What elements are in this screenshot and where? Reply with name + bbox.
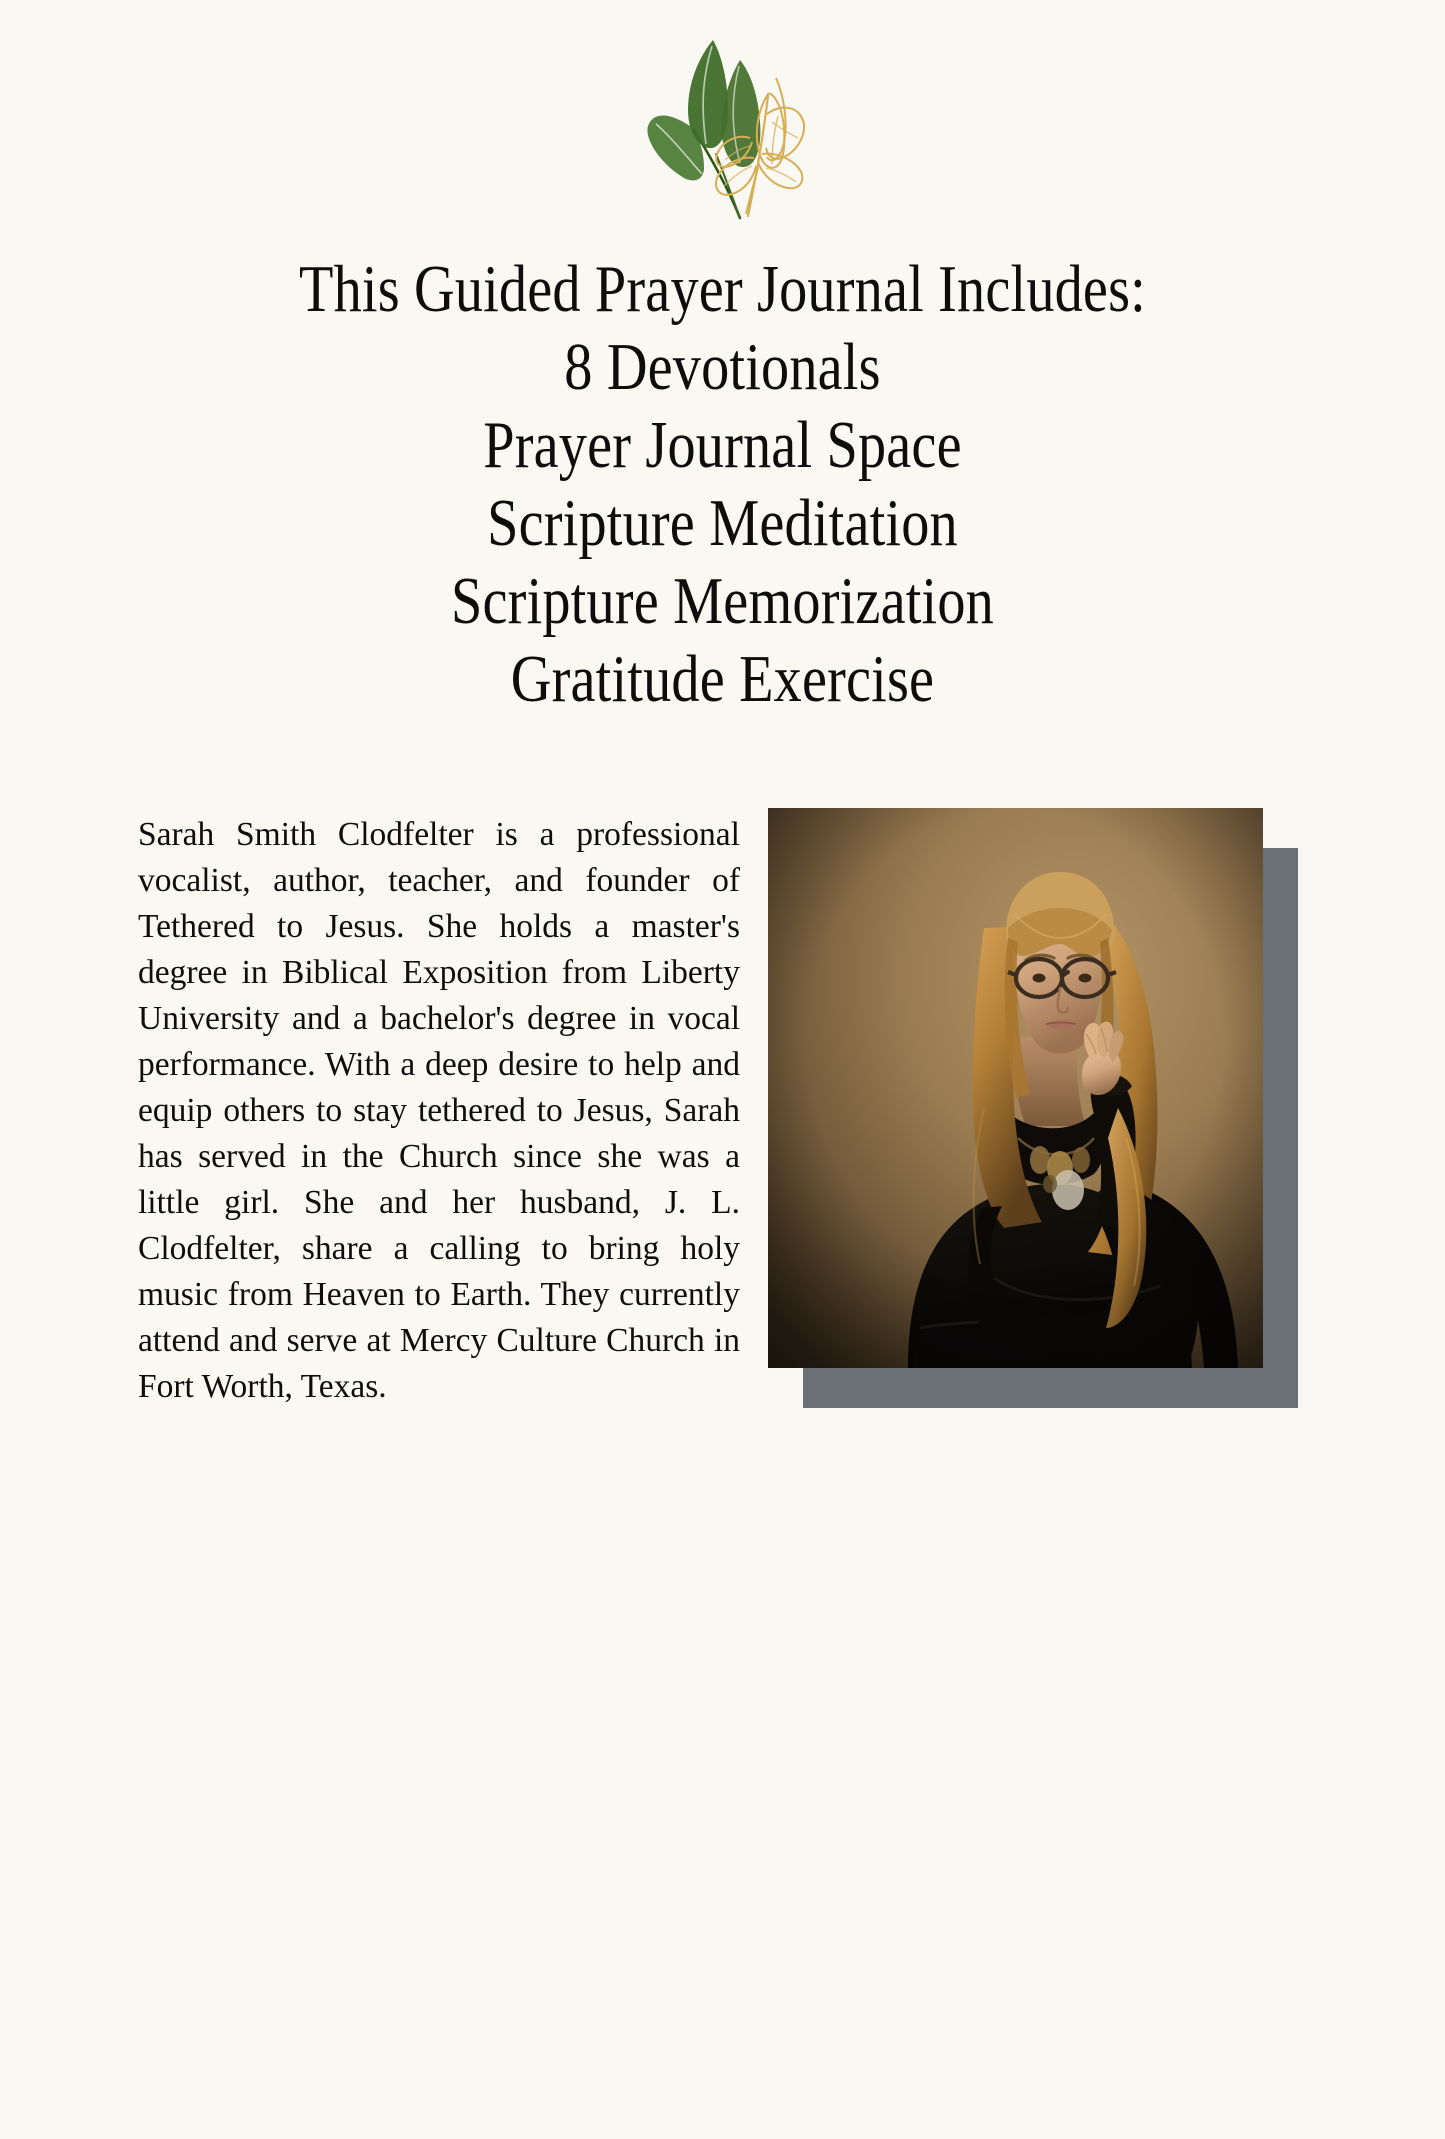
portrait-block xyxy=(768,808,1298,1428)
author-bio-text: Sarah Smith Clodfelter is a professional vocalist, author, teacher, and founder of Tethered to Jesus. She holds a master's degree in Biblical Exposition from Liberty University and a bachelor's degree in vocal performance. With a deep desire to help and equip others to stay tethered to Jesus, Sarah has served in the Church since she was a little girl. She and her husband, J. L. Clodfelter, share a calling to bring holy music from Heaven to Earth. They currently attend and serve at Mercy Culture Church in Fort Worth, Texas. xyxy=(138,816,740,1405)
botanical-leaf-sprig-icon xyxy=(628,18,818,223)
title-line-3: Prayer Journal Space xyxy=(483,408,962,482)
title-line-4: Scripture Meditation xyxy=(487,486,958,560)
page-title xyxy=(0,250,1445,718)
author-section xyxy=(0,812,1445,1452)
ornament-container xyxy=(0,18,1445,228)
title-line-6: Gratitude Exercise xyxy=(510,642,935,716)
portrait-illustration xyxy=(768,808,1263,1368)
author-portrait-photo xyxy=(768,808,1263,1368)
title-line-5: Scripture Memorization xyxy=(451,564,994,638)
title-line-1: This Guided Prayer Journal Includes: xyxy=(299,252,1146,326)
title-line-2: 8 Devotionals xyxy=(564,330,881,404)
